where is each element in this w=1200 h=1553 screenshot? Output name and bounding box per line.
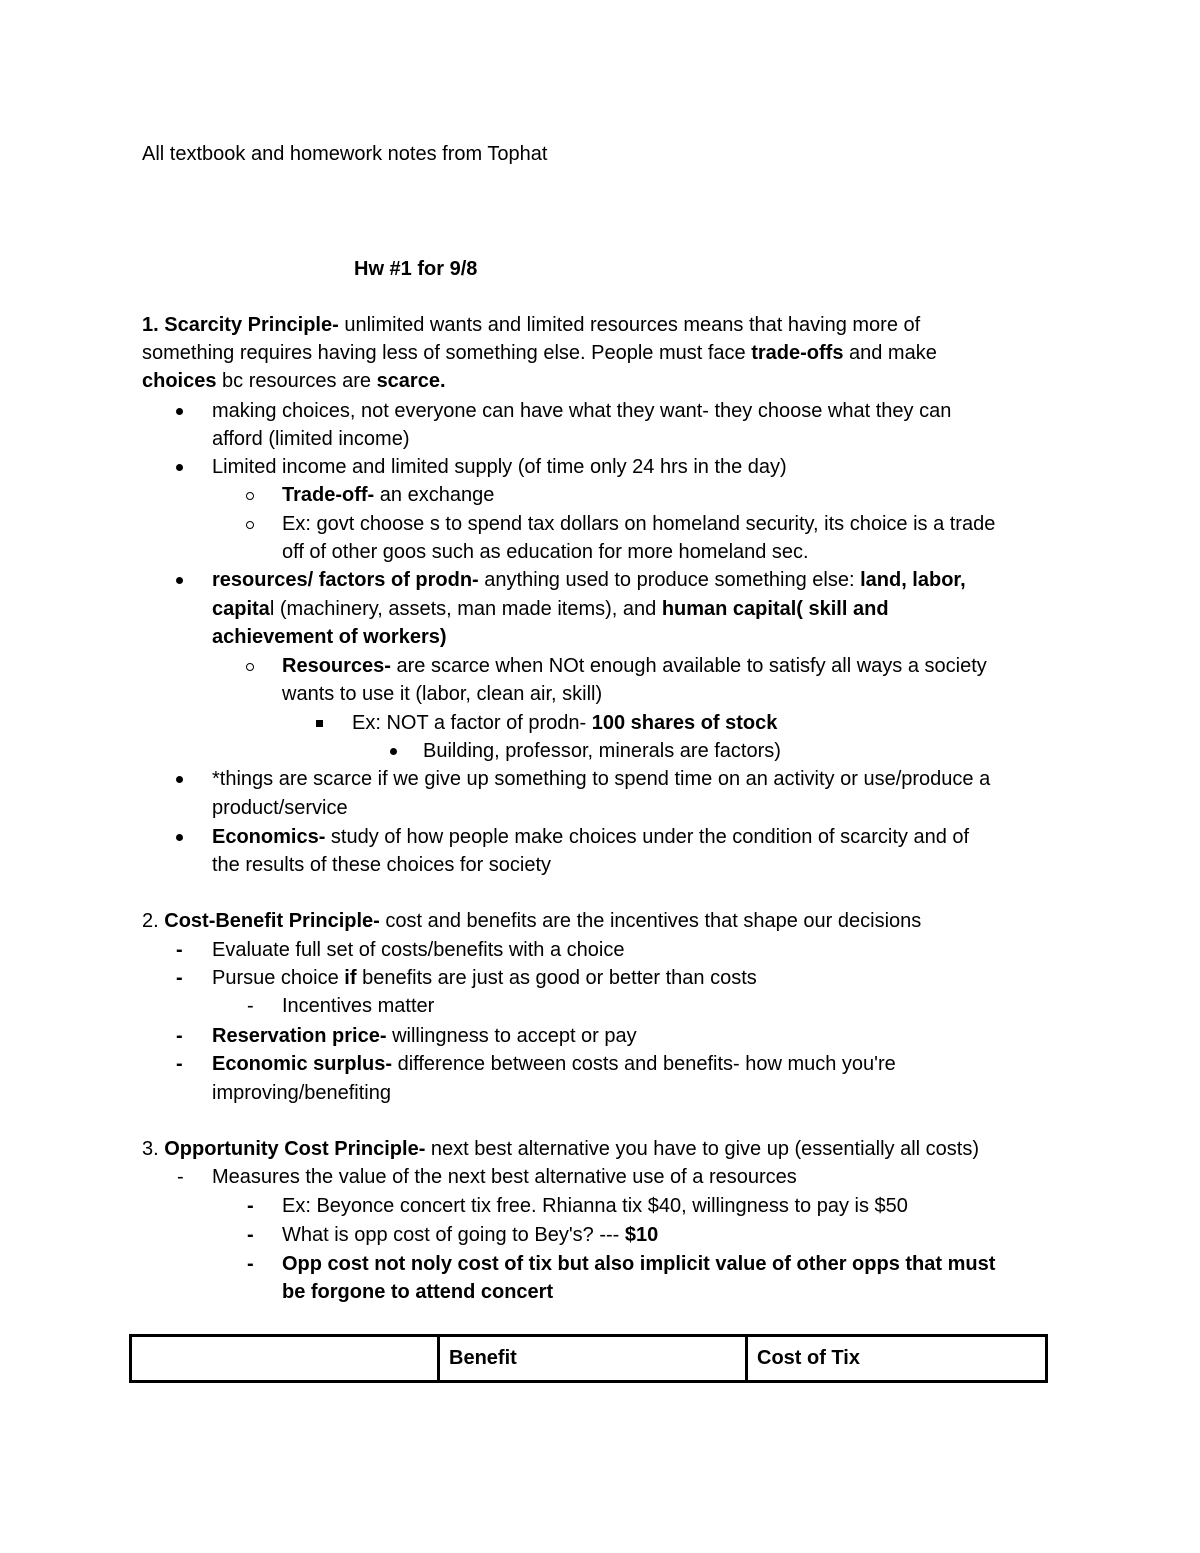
- list-item: Opp cost not noly cost of tix but also implicit value of other opps that must: [282, 1253, 996, 1275]
- list-item: afford (limited income): [212, 428, 410, 450]
- definition: an exchange: [374, 484, 495, 506]
- table-header-cell: [131, 1336, 439, 1382]
- list-item: [212, 1050, 896, 1078]
- definition: difference between costs and benefits- how much you're: [392, 1053, 896, 1075]
- definition: Ex: NOT a factor of prodn-: [352, 712, 592, 734]
- term: capita: [212, 598, 270, 620]
- definition: are scarce when NOt enough available to satisfy all ways a society: [390, 655, 987, 677]
- table-header-cell: Cost of Tix: [747, 1336, 1047, 1382]
- bullet-dash-icon: -: [247, 1195, 254, 1217]
- term: Reservation price-: [212, 1025, 387, 1047]
- list-item: Evaluate full set of costs/benefits with a choice: [212, 939, 625, 961]
- bullet-dot-icon: [176, 765, 183, 793]
- bullet-dot-icon: [176, 823, 183, 851]
- bullet-dash-icon: -: [176, 1025, 183, 1047]
- term: resources/ factors of prodn-: [212, 569, 479, 591]
- definition: study of how people make choices under the condition of scarcity and of: [325, 826, 970, 848]
- list-item: [352, 709, 777, 737]
- section-3-heading: [142, 1135, 979, 1163]
- list-item: [212, 823, 969, 851]
- section-2-term: Cost-Benefit Principle-: [164, 910, 380, 932]
- list-item: [212, 964, 757, 992]
- section-1-text: and make: [843, 342, 937, 364]
- list-item: [282, 1221, 658, 1249]
- definition: benefits are just as good or better than costs: [356, 967, 757, 989]
- section-1-line-1: [142, 311, 920, 339]
- list-item: improving/benefiting: [212, 1082, 391, 1104]
- intro-line: All textbook and homework notes from Tophat: [142, 143, 548, 165]
- term: Economic surplus-: [212, 1053, 393, 1075]
- comparison-table: [129, 1334, 1048, 1383]
- definition: anything used to produce something else:: [478, 569, 861, 591]
- list-item: *things are scarce if we give up something to spend time on an activity or use/produce a: [212, 768, 991, 790]
- page-title: Hw #1 for 9/8: [354, 258, 478, 280]
- list-item: Ex: govt choose s to spend tax dollars on homeland security, its choice is a trade: [282, 513, 996, 535]
- list-item: [212, 595, 889, 623]
- term: Resources-: [282, 655, 391, 677]
- bullet-dash-icon: -: [247, 995, 254, 1017]
- list-item: wants to use it (labor, clean air, skill): [282, 683, 603, 705]
- list-item: [282, 652, 987, 680]
- bullet-dot-icon: [176, 397, 183, 425]
- section-1-number: 1.: [142, 314, 159, 336]
- list-item: [212, 1022, 637, 1050]
- section-2-number: 2.: [142, 910, 165, 932]
- section-1-text: unlimited wants and limited resources means that having more of: [338, 314, 921, 336]
- section-2-text: cost and benefits are the incentives that shape our decisions: [379, 910, 922, 932]
- term: $10: [624, 1224, 659, 1246]
- bullet-square-icon: [316, 709, 323, 737]
- section-1-bold: scarce.: [376, 370, 446, 392]
- list-item: [282, 481, 494, 509]
- list-item: [212, 566, 966, 594]
- definition: l (machinery, assets, man made items), and: [269, 598, 662, 620]
- bullet-dot-icon: [176, 566, 183, 594]
- list-item: making choices, not everyone can have what they want- they choose what they can: [212, 400, 952, 422]
- bullet-circle-icon: [246, 652, 254, 680]
- section-1-line-3: [142, 367, 446, 395]
- list-item: Incentives matter: [282, 995, 435, 1017]
- section-1-term: Scarcity Principle-: [164, 314, 339, 336]
- list-item: Building, professor, minerals are factors): [423, 740, 781, 762]
- bullet-dot-icon: [390, 737, 397, 765]
- list-item: be forgone to attend concert: [282, 1281, 554, 1303]
- definition: What is opp cost of going to Bey's? ---: [282, 1224, 625, 1246]
- list-item: achievement of workers): [212, 626, 447, 648]
- bullet-dash-icon: -: [247, 1253, 254, 1275]
- bullet-dot-icon: [176, 453, 183, 481]
- bullet-dash-icon: -: [247, 1224, 254, 1246]
- section-1-bold: choices: [142, 370, 217, 392]
- term: 100 shares of stock: [591, 712, 778, 734]
- list-item: the results of these choices for society: [212, 854, 552, 876]
- list-item: Measures the value of the next best alternative use of a resources: [212, 1166, 797, 1188]
- section-3-number: 3.: [142, 1138, 165, 1160]
- term: human capital( skill and: [661, 598, 889, 620]
- list-item: Limited income and limited supply (of time only 24 hrs in the day): [212, 456, 787, 478]
- term: if: [344, 967, 357, 989]
- section-3-term: Opportunity Cost Principle-: [164, 1138, 426, 1160]
- bullet-dash-icon: -: [176, 939, 183, 961]
- bullet-dash-icon: -: [176, 967, 183, 989]
- bullet-dash-icon: -: [177, 1166, 184, 1188]
- bullet-circle-icon: [246, 481, 254, 509]
- section-2-heading: [142, 907, 921, 935]
- list-item: product/service: [212, 797, 348, 819]
- term: land, labor,: [860, 569, 966, 591]
- table-header-row: [131, 1336, 1047, 1382]
- section-1-line-2: [142, 339, 937, 367]
- term: Trade-off-: [282, 484, 375, 506]
- section-1-text: bc resources are: [216, 370, 377, 392]
- section-3-text: next best alternative you have to give up (essentially all costs): [425, 1138, 979, 1160]
- bullet-circle-icon: [246, 510, 254, 538]
- section-1-text: something requires having less of something else. People must face: [142, 342, 752, 364]
- table-header-cell: Benefit: [439, 1336, 747, 1382]
- definition: Pursue choice: [212, 967, 345, 989]
- list-item: off of other goos such as education for more homeland sec.: [282, 541, 809, 563]
- bullet-dash-icon: -: [176, 1053, 183, 1075]
- list-item: Ex: Beyonce concert tix free. Rhianna tix $40, willingness to pay is $50: [282, 1195, 908, 1217]
- definition: willingness to accept or pay: [386, 1025, 637, 1047]
- term: Economics-: [212, 826, 326, 848]
- section-1-bold: trade-offs: [751, 342, 844, 364]
